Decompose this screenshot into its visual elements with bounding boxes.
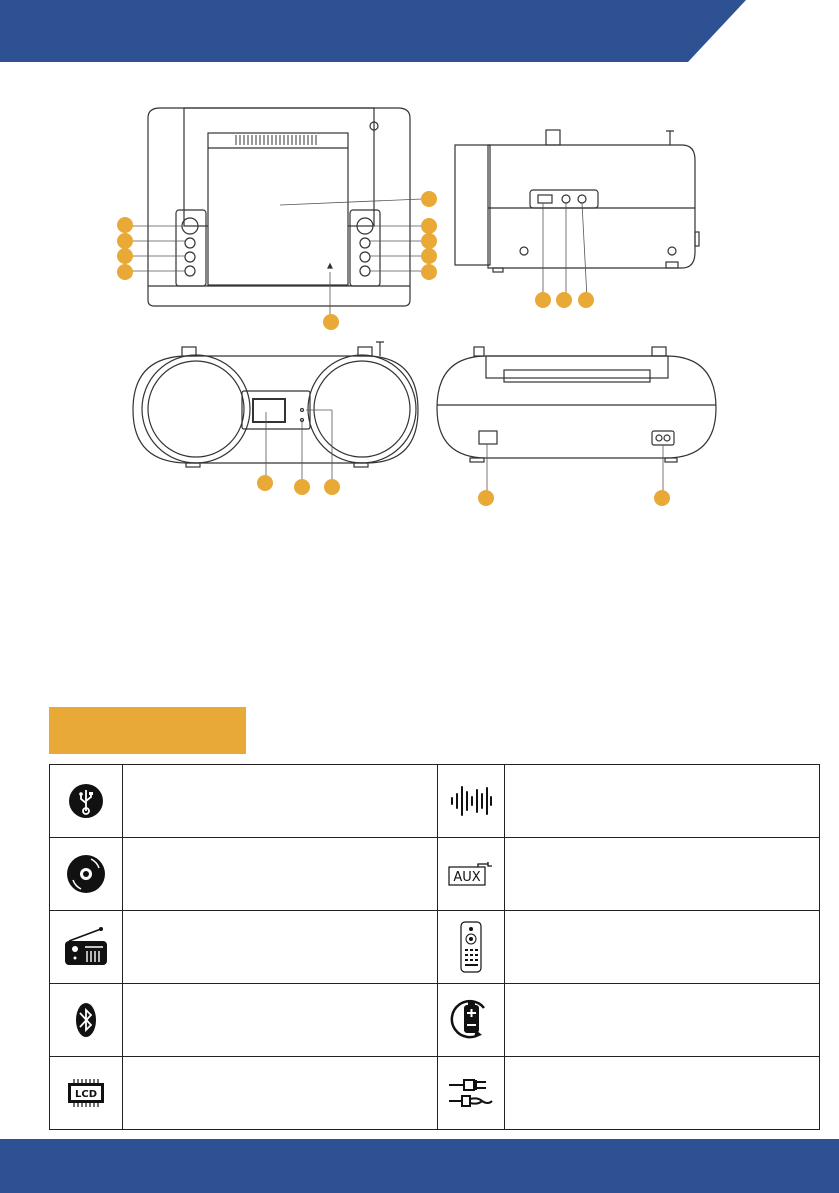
radio-icon bbox=[50, 911, 123, 984]
bluetooth-icon bbox=[50, 984, 123, 1057]
soundwave-description bbox=[505, 765, 820, 838]
cd-description bbox=[123, 838, 438, 911]
rechargeable-battery-icon bbox=[438, 984, 505, 1057]
table-row bbox=[50, 838, 820, 911]
table-row bbox=[50, 911, 820, 984]
aux-icon bbox=[438, 838, 505, 911]
top-view bbox=[132, 108, 422, 315]
callout-markers bbox=[117, 191, 670, 506]
table-row bbox=[50, 765, 820, 838]
bluetooth-description bbox=[123, 984, 438, 1057]
power-plug-icon bbox=[438, 1057, 505, 1130]
lcd-label: LCD bbox=[74, 1089, 98, 1100]
usb-icon bbox=[50, 765, 123, 838]
product-diagram bbox=[0, 90, 839, 510]
lcd-display-icon bbox=[50, 1057, 123, 1130]
aux-label: AUX bbox=[453, 870, 481, 885]
front-view bbox=[133, 342, 418, 483]
section-tab bbox=[49, 707, 246, 754]
soundwave-icon bbox=[438, 765, 505, 838]
top-banner bbox=[0, 0, 839, 62]
feature-table bbox=[49, 764, 820, 1130]
table-row bbox=[50, 984, 820, 1057]
lcd-description bbox=[123, 1057, 438, 1130]
back-view bbox=[437, 347, 716, 495]
table-row bbox=[50, 1057, 820, 1130]
remote-description bbox=[505, 911, 820, 984]
remote-control-icon bbox=[438, 911, 505, 984]
radio-description bbox=[123, 911, 438, 984]
bottom-bar bbox=[0, 1139, 839, 1193]
aux-description bbox=[505, 838, 820, 911]
cd-icon bbox=[50, 838, 123, 911]
battery-description bbox=[505, 984, 820, 1057]
plug-description bbox=[505, 1057, 820, 1130]
usb-description bbox=[123, 765, 438, 838]
side-view bbox=[455, 130, 699, 298]
